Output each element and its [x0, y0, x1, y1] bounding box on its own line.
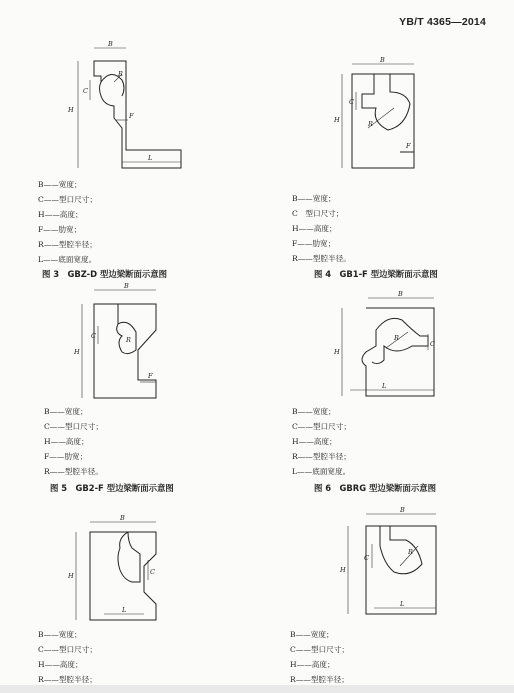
dim-b-label: B: [380, 56, 385, 64]
dim-h-label: H: [334, 348, 340, 356]
dim-r-label: R: [126, 336, 131, 344]
legend-item: H——高度；: [290, 660, 335, 669]
dim-l-label: L: [382, 382, 387, 390]
legend-item: L——底面宽度。: [38, 255, 97, 264]
legend-item: B——宽度；: [290, 630, 334, 639]
figure-3-drawing: [56, 38, 196, 173]
dim-b-label: B: [108, 40, 113, 48]
dim-h-label: H: [68, 106, 74, 114]
dim-b-label: B: [398, 290, 403, 298]
dim-c-label: C: [83, 87, 88, 95]
dim-r-label: R: [118, 70, 123, 78]
figure-6-drawing: [332, 290, 452, 406]
dim-l-label: L: [122, 606, 127, 614]
legend-item: F——肋宽；: [44, 452, 88, 461]
dim-b-label: B: [124, 282, 129, 290]
figure-3-legend: [38, 177, 97, 267]
figure-8-drawing: [334, 502, 444, 626]
bottom-bar: [0, 685, 514, 693]
dim-c-label: C: [430, 340, 435, 348]
dim-h-label: H: [68, 572, 74, 580]
figure-5-caption: 图 5 GB2-F 型边梁断面示意图: [50, 483, 174, 493]
dim-f-label: F: [148, 372, 153, 380]
legend-item: B——宽度；: [292, 407, 336, 416]
figure-5-drawing: [62, 284, 182, 404]
dim-r-label: R: [394, 334, 399, 342]
legend-item: R——型腔半径；: [292, 452, 351, 461]
dim-c-label: C: [349, 98, 354, 106]
legend-item: H——高度；: [38, 660, 83, 669]
legend-item: R——型腔半径；: [38, 240, 97, 249]
figure-7-legend: [38, 627, 97, 687]
legend-item: R——型腔半径；: [38, 675, 97, 684]
legend-item: R——型腔半径。: [292, 254, 351, 263]
dim-r-label: R: [368, 120, 373, 128]
figure-4-caption: 图 4 GB1-F 型边梁断面示意图: [314, 269, 438, 279]
dim-l-label: L: [148, 154, 153, 162]
dim-b-label: B: [120, 514, 125, 522]
dim-h-label: H: [74, 348, 80, 356]
legend-item: C——型口尺寸；: [44, 422, 103, 431]
legend-item: F——肋宽；: [292, 239, 336, 248]
legend-item: R——型腔半径。: [44, 467, 103, 476]
figure-6-caption: 图 6 GBRG 型边梁断面示意图: [314, 483, 436, 493]
standard-number: YB/T 4365—2014: [399, 16, 486, 28]
figure-8-legend: [290, 627, 349, 687]
figure-5-legend: [44, 404, 103, 479]
legend-item: C——型口尺寸；: [292, 422, 351, 431]
legend-item: C——型口尺寸；: [290, 645, 349, 654]
dim-l-label: L: [400, 600, 405, 608]
legend-item: B——宽度；: [38, 180, 82, 189]
figure-4-legend: [292, 191, 351, 266]
figure-7-drawing: [60, 508, 170, 626]
dim-f-label: F: [406, 142, 411, 150]
dim-h-label: H: [340, 566, 346, 574]
dim-c-label: C: [91, 332, 96, 340]
dim-h-label: H: [334, 116, 340, 124]
legend-item: B——宽度；: [38, 630, 82, 639]
figure-6-legend: [292, 404, 351, 479]
legend-item: C——型口尺寸；: [38, 645, 97, 654]
legend-item: H——高度；: [44, 437, 89, 446]
legend-item: F——肋宽；: [38, 225, 82, 234]
legend-item: H——高度；: [292, 224, 337, 233]
dim-c-label: C: [150, 568, 155, 576]
dim-f-label: F: [129, 112, 134, 120]
legend-item: R——型腔半径；: [290, 675, 349, 684]
legend-item: H——高度；: [292, 437, 337, 446]
dim-r-label: R: [408, 548, 413, 556]
legend-item: C 型口尺寸；: [292, 209, 344, 218]
legend-item: C——型口尺寸；: [38, 195, 97, 204]
legend-item: B——宽度；: [292, 194, 336, 203]
dim-b-label: B: [400, 506, 405, 514]
legend-item: B——宽度；: [44, 407, 88, 416]
figure-3-caption: 图 3 GBZ-D 型边梁断面示意图: [42, 269, 168, 279]
figure-4-drawing: [332, 56, 442, 176]
legend-item: L——底面宽度。: [292, 467, 351, 476]
legend-item: H——高度；: [38, 210, 83, 219]
dim-c-label: C: [364, 554, 369, 562]
